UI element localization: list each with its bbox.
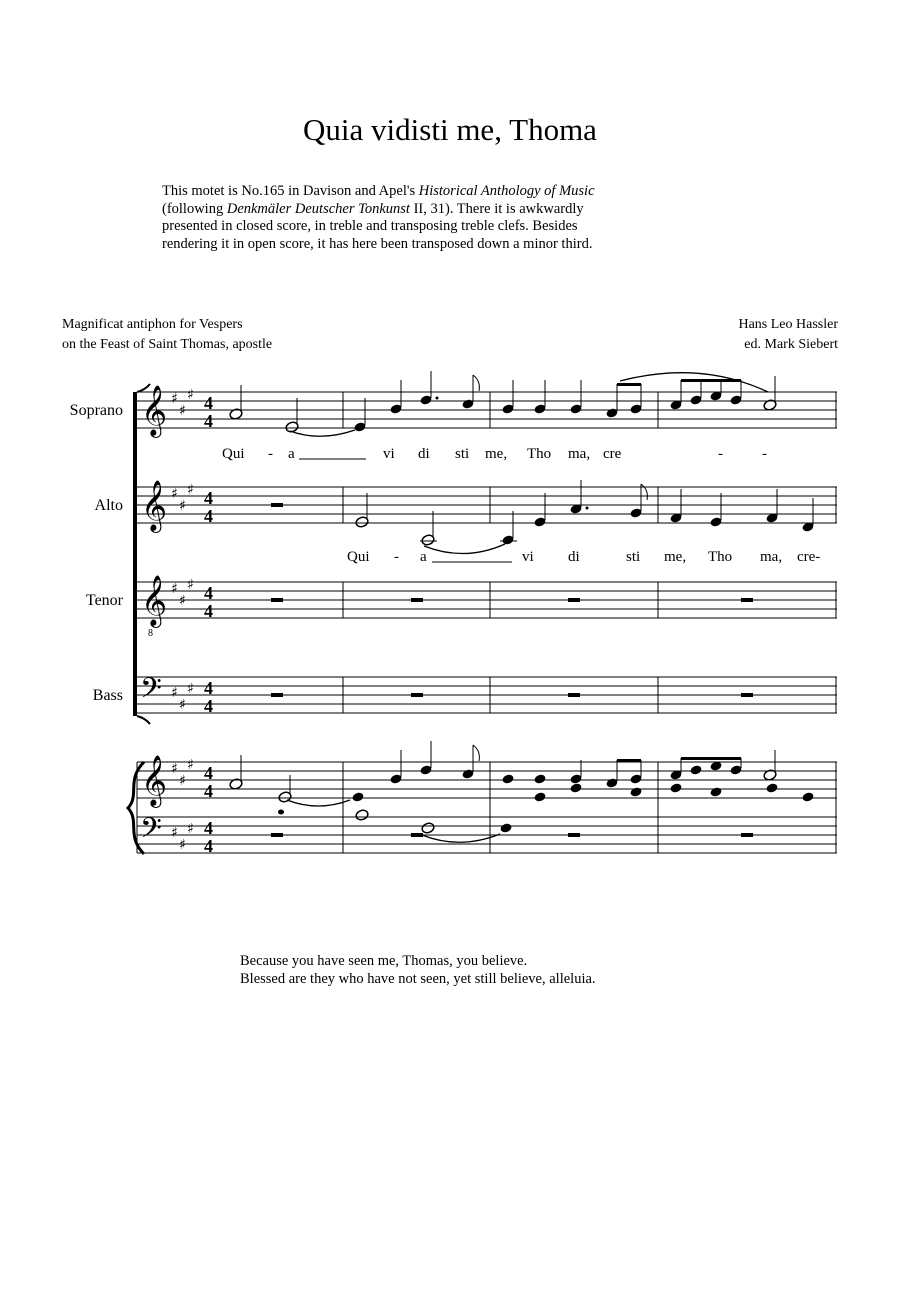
- svg-text:me,: me,: [485, 446, 508, 462]
- svg-text:4: 4: [204, 583, 213, 603]
- piano-bass-staff: [137, 812, 837, 856]
- svg-text:♯: ♯: [187, 821, 194, 837]
- svg-text:♯: ♯: [171, 486, 178, 502]
- svg-text:8: 8: [148, 628, 153, 639]
- svg-text:4: 4: [204, 506, 213, 526]
- svg-text:-: -: [762, 446, 767, 462]
- svg-text:4: 4: [204, 488, 213, 508]
- time-sig-top: 4: [204, 393, 213, 413]
- treble-clef-icon: 𝄞: [141, 385, 168, 436]
- tenor-label: Tenor: [85, 592, 123, 609]
- svg-text:4: 4: [204, 818, 213, 838]
- translation: [240, 952, 596, 988]
- svg-text:cre: cre: [603, 446, 622, 462]
- svg-text:Tho: Tho: [708, 549, 733, 565]
- svg-text:4: 4: [204, 678, 213, 698]
- svg-text:Qui: Qui: [347, 549, 370, 565]
- svg-text:ma,: ma,: [760, 549, 783, 565]
- svg-text:♯: ♯: [179, 498, 186, 514]
- svg-text:4: 4: [204, 781, 213, 801]
- svg-text:-: -: [394, 549, 399, 565]
- alto-label: Alto: [94, 497, 123, 514]
- svg-text:4: 4: [204, 836, 213, 856]
- svg-text:♯: ♯: [179, 773, 186, 789]
- occasion-line-1: Magnificat antiphon for Vespers: [62, 317, 243, 332]
- treble-clef-8-icon: 𝄞: [141, 575, 168, 626]
- soprano-label: Soprano: [69, 402, 123, 419]
- svg-text:4: 4: [204, 763, 213, 783]
- svg-text:♯: ♯: [171, 761, 178, 777]
- intro-line-1: This motet is No.165 in Davison and Apel's Historical Anthology of Music: [162, 183, 595, 199]
- svg-text:sti: sti: [455, 446, 470, 462]
- svg-text:sti: sti: [626, 549, 641, 565]
- bass-label: Bass: [92, 687, 123, 704]
- svg-text:♯: ♯: [179, 593, 186, 609]
- soprano-staff: [137, 371, 837, 438]
- svg-text:di: di: [568, 549, 580, 565]
- svg-text:a: a: [420, 549, 427, 565]
- svg-text:vi: vi: [522, 549, 534, 565]
- svg-text:4: 4: [204, 601, 213, 621]
- svg-text:♯: ♯: [187, 387, 194, 403]
- occasion-line-2: on the Feast of Saint Thomas, apostle: [62, 337, 273, 352]
- soprano-lyrics: [222, 446, 767, 462]
- alto-staff: [137, 480, 837, 554]
- translation-line-2: Blessed are they who have not seen, yet still believe, alleluia.: [240, 971, 596, 987]
- bass-clef-icon: 𝄢: [140, 812, 162, 852]
- svg-text:ma,: ma,: [568, 446, 591, 462]
- composer: Hans Leo Hassler: [738, 317, 838, 332]
- svg-text:4: 4: [204, 696, 213, 716]
- svg-text:a: a: [288, 446, 295, 462]
- treble-clef-icon: 𝄞: [141, 480, 168, 531]
- editor: ed. Mark Siebert: [744, 337, 838, 352]
- svg-text:♯: ♯: [187, 577, 194, 593]
- svg-text:♯: ♯: [187, 482, 194, 498]
- translation-line-1: Because you have seen me, Thomas, you believe.: [240, 953, 528, 969]
- bass-staff: [137, 672, 837, 716]
- svg-text:♯: ♯: [179, 403, 186, 419]
- bass-clef-icon: 𝄢: [140, 672, 162, 712]
- svg-text:♯: ♯: [171, 825, 178, 841]
- svg-text:♯: ♯: [171, 581, 178, 597]
- svg-text:♯: ♯: [179, 837, 186, 853]
- svg-text:♯: ♯: [171, 685, 178, 701]
- svg-text:di: di: [418, 446, 430, 462]
- svg-text:-: -: [718, 446, 723, 462]
- svg-text:me,: me,: [664, 549, 687, 565]
- svg-text:♯: ♯: [171, 391, 178, 407]
- svg-text:Qui: Qui: [222, 446, 245, 462]
- treble-clef-icon: 𝄞: [141, 755, 168, 806]
- svg-text:-: -: [268, 446, 273, 462]
- svg-text:vi: vi: [383, 446, 395, 462]
- tenor-staff: [137, 575, 837, 639]
- alto-lyrics: [347, 549, 820, 565]
- piano-treble-staff: [137, 741, 837, 853]
- page-title: Quia vidisti me, Thoma: [303, 112, 597, 147]
- svg-text:♯: ♯: [187, 681, 194, 697]
- svg-text:Tho: Tho: [527, 446, 552, 462]
- intro-line-3: presented in closed score, in treble and transposing treble clefs. Besides: [162, 218, 578, 234]
- svg-text:cre-: cre-: [797, 549, 821, 565]
- time-sig-bottom: 4: [204, 411, 213, 431]
- intro-line-2: (following Denkmäler Deutscher Tonkunst II, 31). There it is awkwardly: [162, 200, 584, 217]
- intro-line-4: rendering it in open score, it has here been transposed down a minor third.: [162, 235, 593, 252]
- svg-text:♯: ♯: [179, 697, 186, 713]
- svg-text:♯: ♯: [187, 757, 194, 773]
